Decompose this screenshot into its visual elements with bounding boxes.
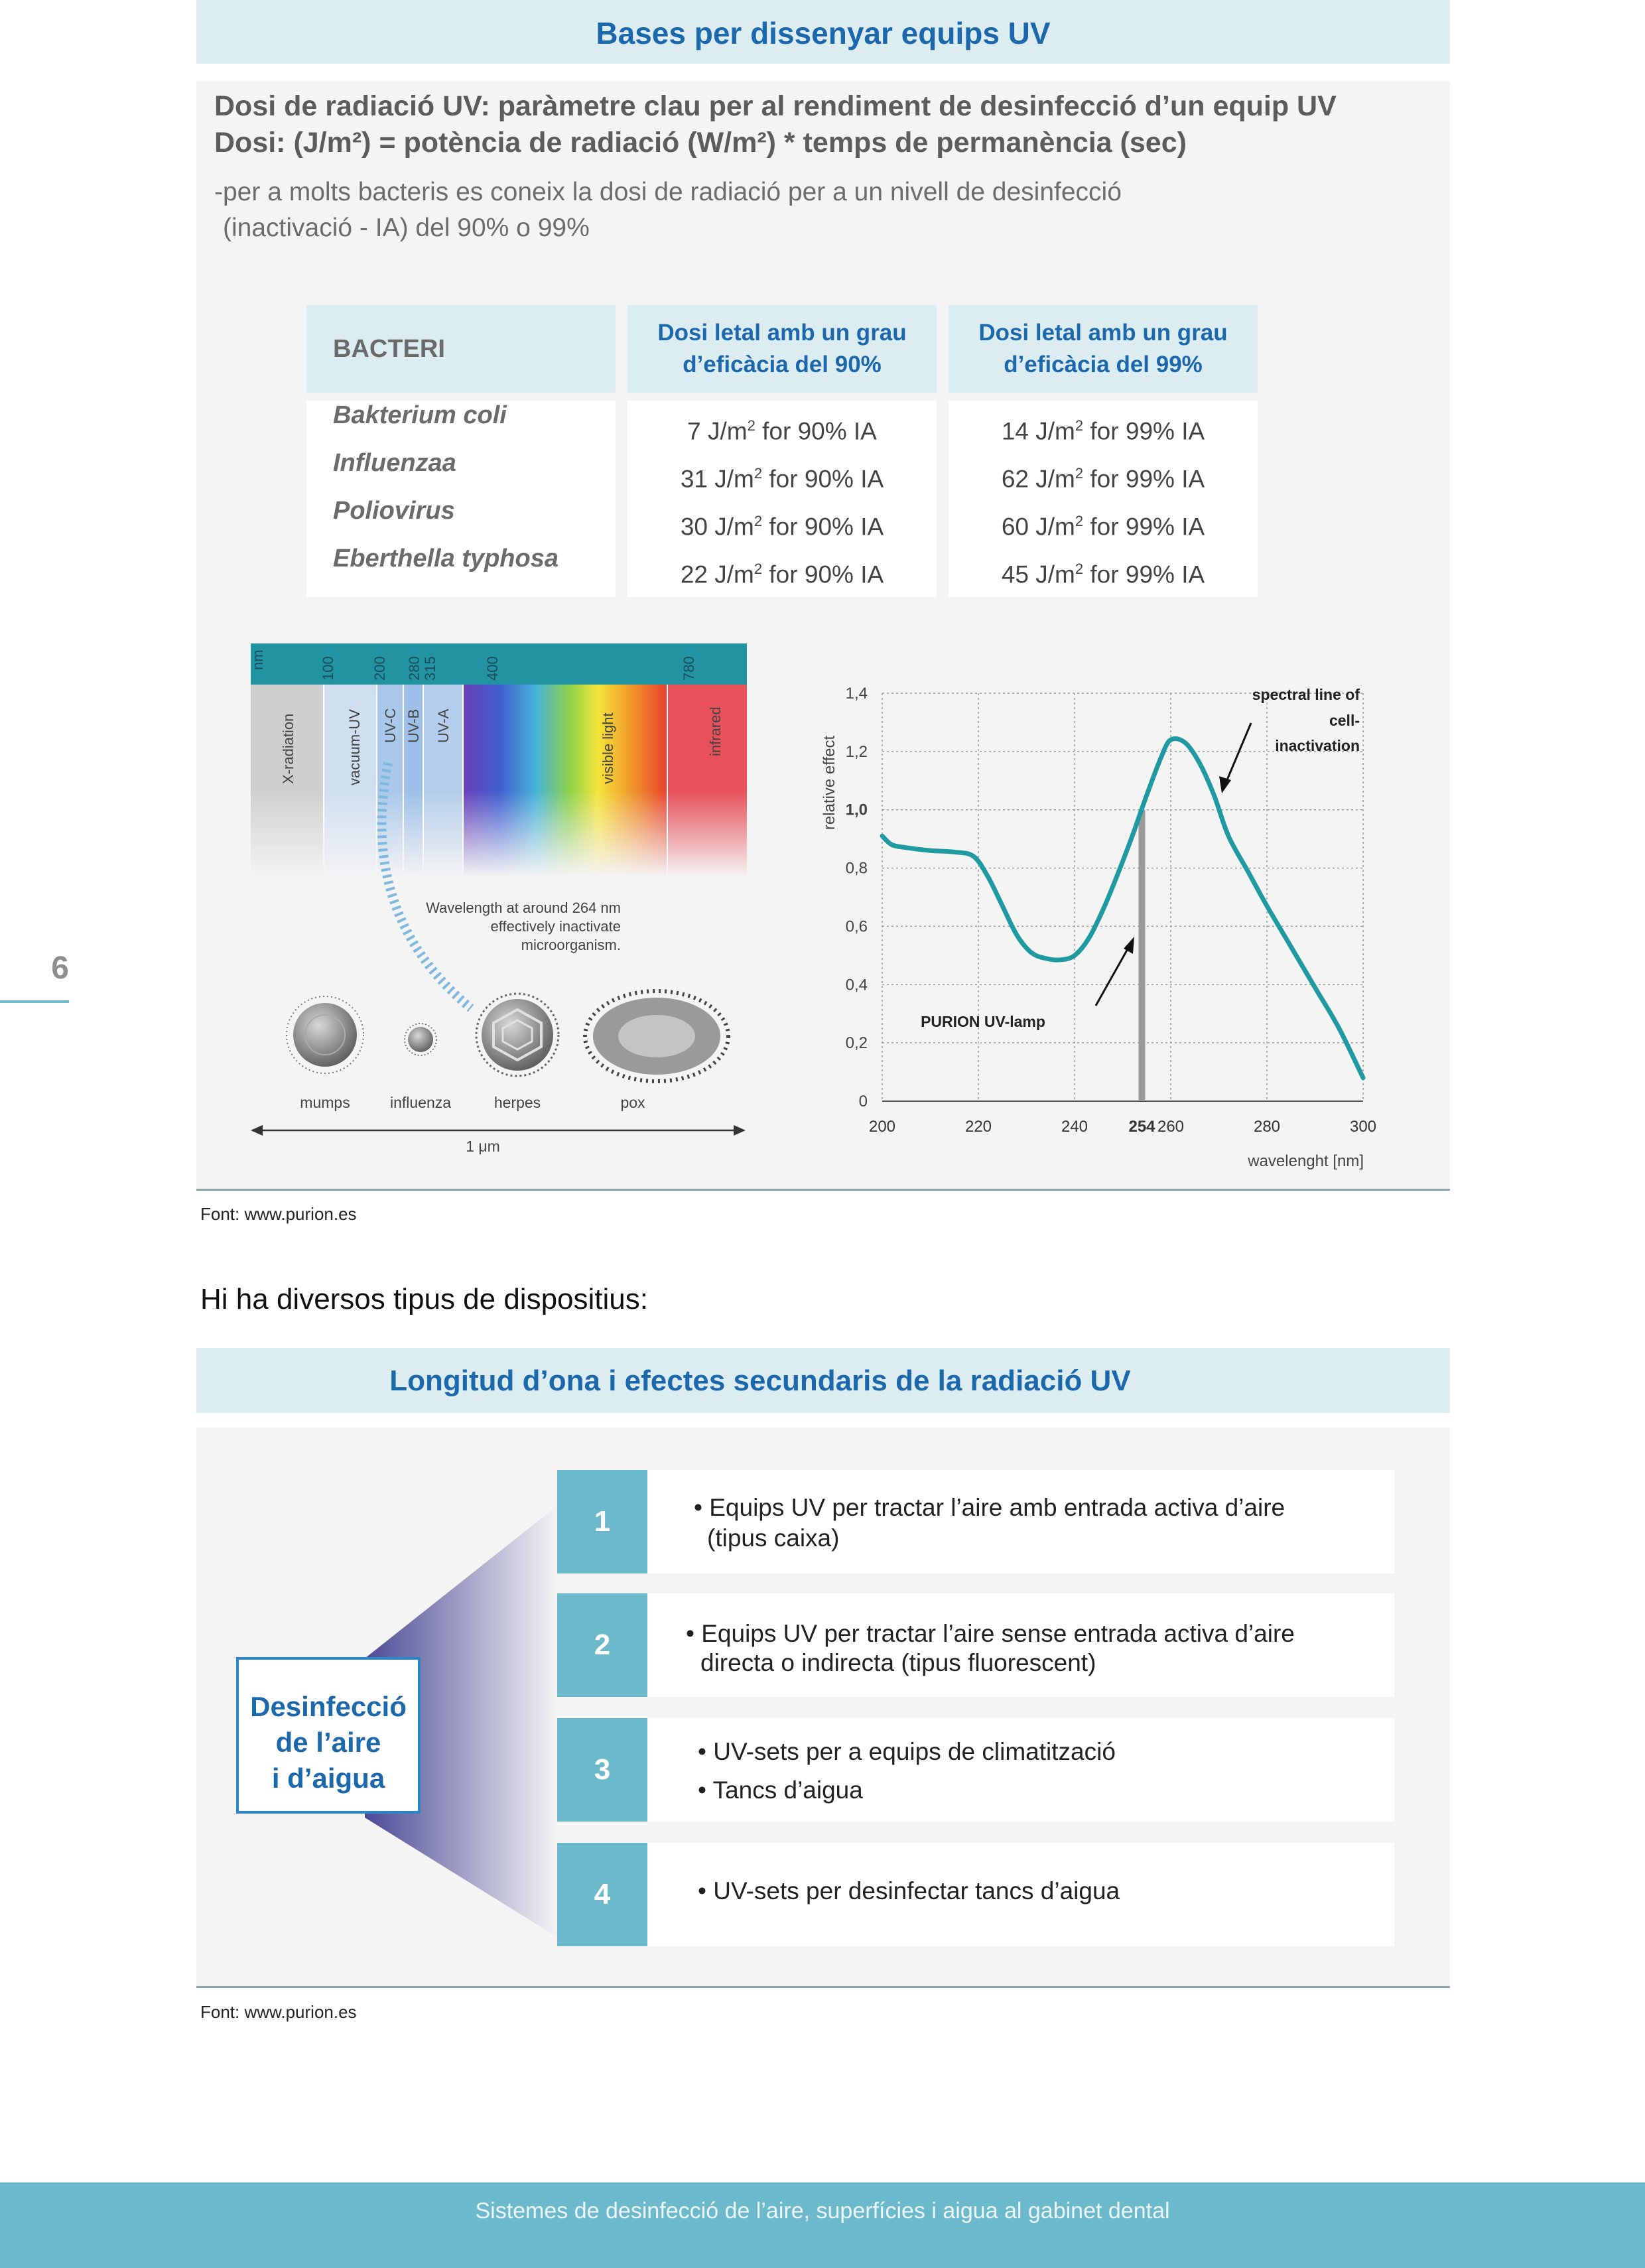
- herpes-virus-icon: [476, 994, 559, 1076]
- table-column-bacteria: [306, 401, 616, 597]
- table-header-dose-99: [949, 305, 1258, 393]
- center-label-box: [236, 1657, 421, 1814]
- band-label: infrared: [707, 706, 724, 756]
- footer-text: Sistemes de desinfecció de l’aire, superfícies i aigua al gabinet dental: [475, 2198, 1170, 2224]
- table-column-dose-99: [949, 401, 1258, 597]
- center-label-line: Desinfecció: [250, 1691, 407, 1722]
- y-axis-label: relative effect: [821, 735, 838, 831]
- intro-note-1: -per a molts bacteris es coneix la dosi de radiació per a un nivell de desinfecció: [214, 178, 1122, 206]
- organism-label: herpes: [494, 1094, 541, 1111]
- step-number: 2: [557, 1593, 647, 1697]
- header-90-line1: Dosi letal amb un grau: [657, 320, 907, 346]
- step-text: • Equips UV per tractar l’aire amb entrada activa d’aire: [694, 1494, 1285, 1521]
- y-tick-label: 0,4: [845, 976, 868, 994]
- spectrum-unit: nm: [249, 649, 266, 670]
- spectrum-tick: 315: [422, 656, 438, 681]
- band-label: UV-A: [435, 708, 452, 743]
- intro-note-2: (inactivació - IA) del 90% o 99%: [223, 214, 590, 242]
- x-tick-label: 260: [1157, 1118, 1185, 1136]
- band-label: X-radiation: [280, 713, 296, 784]
- lamp-line: [1139, 810, 1146, 1101]
- spectrum-tick: 400: [484, 656, 501, 681]
- spectrum-tick: 780: [681, 656, 697, 681]
- dose-99-cell: 60 $J/m^2$ for 99% IA: [1001, 513, 1205, 541]
- spectral-annotation: spectral line of: [1252, 686, 1360, 703]
- step-text: • Tancs d’aigua: [698, 1776, 863, 1804]
- spectrum-annotation: Wavelength at around 264 nm: [426, 900, 621, 916]
- x-tick-label: 220: [964, 1118, 992, 1136]
- organism-label: influenza: [389, 1094, 452, 1111]
- band-label: UV-C: [382, 708, 399, 743]
- step-text: (tipus caixa): [707, 1524, 840, 1552]
- dose-90-cell: 31 $J/m^2$ for 90% IA: [680, 465, 884, 493]
- step-item: [647, 1718, 1394, 1822]
- bacteria-name: Influenzaa: [333, 449, 456, 477]
- table-header-label: BACTERI: [333, 334, 445, 363]
- y-tick-label: 1,0: [845, 801, 868, 819]
- scale-label: 1 μm: [466, 1138, 500, 1155]
- step-text: • Equips UV per tractar l’aire sense entrada activa d’aire: [686, 1620, 1295, 1647]
- x-tick-label: 254: [1128, 1118, 1155, 1136]
- divider: [196, 1189, 1450, 1191]
- dose-90-cell: 7 $J/m^2$ for 90% IA: [687, 417, 877, 445]
- lamp-annotation: PURION UV-lamp: [921, 1013, 1045, 1030]
- y-tick-label: 0,6: [845, 917, 868, 936]
- spectrum-annotation: effectively inactivate: [490, 918, 621, 935]
- step-text: • UV-sets per desinfectar tancs d’aigua: [698, 1877, 1120, 1904]
- spectrum-annotation: microorganism.: [521, 937, 621, 953]
- page-number-underline: [0, 1000, 69, 1003]
- source-note: Font: www.purion.es: [200, 2002, 357, 2022]
- table-column-dose-90: [627, 401, 937, 597]
- source-note: Font: www.purion.es: [200, 1204, 357, 1224]
- band-label: visible light: [600, 712, 616, 784]
- section2-title: Longitud d’ona i efectes secundaris de la radiació UV: [389, 1365, 1131, 1397]
- pox-virus-icon: [585, 991, 728, 1081]
- spectral-annotation: inactivation: [1275, 737, 1360, 754]
- devices-intro: Hi ha diversos tipus de dispositius:: [200, 1283, 648, 1315]
- spectrum-illustration: [245, 637, 763, 1167]
- intro-heading-2: Dosi: (J/m²) = potència de radiació (W/m²) * temps de permanència (sec): [214, 127, 1187, 159]
- step-text: directa o indirecta (tipus fluorescent): [700, 1649, 1096, 1676]
- bacteria-name: Poliovirus: [333, 497, 455, 525]
- bacteria-name: Eberthella typhosa: [333, 545, 559, 572]
- step-number: 4: [557, 1843, 647, 1946]
- step-item: [647, 1470, 1394, 1573]
- x-tick-label: 300: [1349, 1118, 1377, 1136]
- y-tick-label: 1,4: [845, 685, 868, 702]
- page-number: 6: [51, 951, 69, 986]
- header-90-line2: d’eficàcia del 90%: [683, 352, 882, 377]
- dose-90-cell: 22 $J/m^2$ for 90% IA: [680, 561, 884, 588]
- x-axis-label: wavelenght [nm]: [1248, 1152, 1364, 1170]
- spectrum-tick: 200: [371, 656, 388, 681]
- spectrum-tick: 100: [320, 656, 336, 681]
- band-label: vacuum-UV: [346, 709, 363, 785]
- section-header: [196, 0, 1450, 64]
- influenza-virus-icon: [405, 1024, 436, 1055]
- center-label-line: de l’aire: [275, 1727, 381, 1758]
- dose-99-cell: 45 $J/m^2$ for 99% IA: [1001, 561, 1205, 588]
- spectrum-tick: 280: [406, 656, 423, 681]
- y-tick-label: 0,2: [845, 1034, 868, 1053]
- x-tick-label: 280: [1253, 1118, 1281, 1136]
- center-label-line: i d’aigua: [271, 1763, 385, 1794]
- x-tick-label: 240: [1061, 1118, 1088, 1136]
- divider: [196, 1986, 1450, 1988]
- dose-99-cell: 62 $J/m^2$ for 99% IA: [1001, 465, 1205, 493]
- y-tick-label: 0: [858, 1093, 868, 1110]
- table-header-dose-90: [627, 305, 937, 393]
- step-text: • UV-sets per a equips de climatització: [698, 1738, 1116, 1765]
- table-header-bacteri: [306, 305, 616, 393]
- page-footer: [0, 2182, 1645, 2268]
- dose-99-cell: 14 $J/m^2$ for 99% IA: [1001, 417, 1205, 445]
- organism-label: pox: [620, 1094, 645, 1111]
- header-99-line1: Dosi letal amb un grau: [978, 320, 1228, 346]
- inactivation-chart: [809, 670, 1393, 1174]
- dose-90-cell: 30 $J/m^2$ for 90% IA: [680, 513, 884, 541]
- step-item: [647, 1843, 1394, 1946]
- x-tick-label: 200: [868, 1118, 896, 1136]
- y-tick-label: 0,8: [845, 859, 868, 878]
- step-item: [647, 1593, 1394, 1697]
- section-title: Bases per dissenyar equips UV: [596, 16, 1051, 50]
- header-99-line2: d’eficàcia del 99%: [1004, 352, 1203, 377]
- step-number: 3: [557, 1718, 647, 1822]
- y-tick-label: 1,2: [845, 742, 868, 761]
- band-label: UV-B: [405, 708, 422, 743]
- intro-heading-1: Dosi de radiació UV: paràmetre clau per al rendiment de desinfecció d’un equip UV: [214, 90, 1337, 122]
- step-number: 1: [557, 1470, 647, 1573]
- section2-header: [196, 1348, 1450, 1413]
- mumps-virus-icon: [287, 996, 363, 1073]
- spectral-annotation: cell-: [1329, 712, 1360, 729]
- organism-label: mumps: [300, 1094, 350, 1111]
- bacteria-name: Bakterium coli: [333, 401, 507, 429]
